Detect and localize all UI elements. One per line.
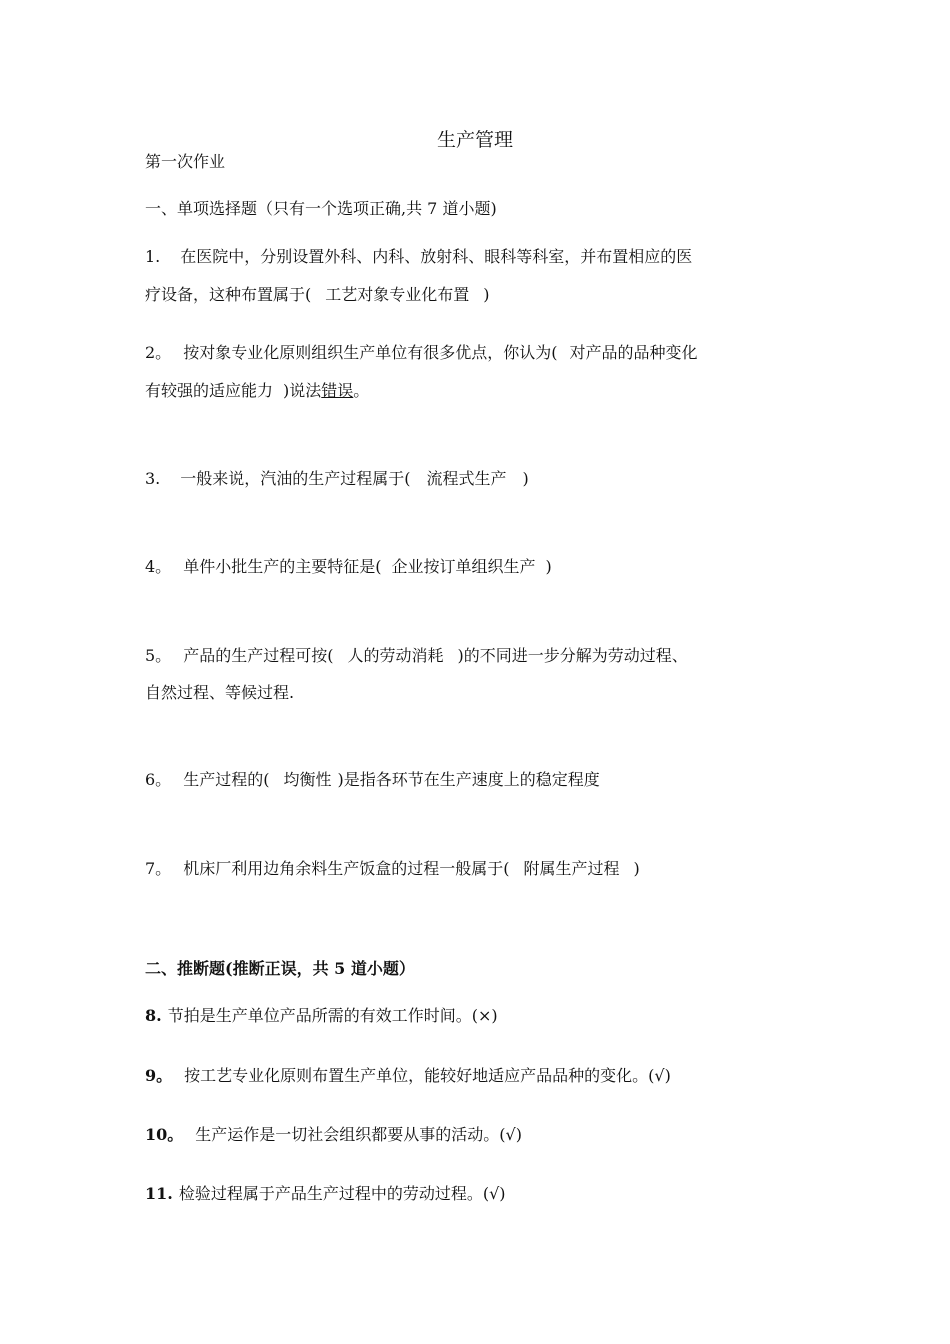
question-1-number: 1. <box>145 247 161 266</box>
assignment-label: 第一次作业 <box>145 152 226 171</box>
question-5-answer: 人的劳动消耗 <box>347 646 444 665</box>
question-8: 8. 节拍是生产单位产品所需的有效工作时间。(×) <box>145 1006 498 1025</box>
question-5-number: 5。 <box>145 646 172 665</box>
question-3-number: 3. <box>145 469 161 488</box>
section-2-heading: 二、推断题(推断正误，共 5 道小题） <box>145 959 415 978</box>
error-word: 错误 <box>321 381 354 400</box>
question-6: 6。 生产过程的( 均衡性 )是指各环节在生产速度上的稳定程度 <box>145 770 600 789</box>
question-2-answer: 对产品的品种变化 <box>569 343 698 362</box>
question-1-line-2: 疗设备，这种布置属于( 工艺对象专业化布置 ) <box>145 285 490 304</box>
section-1-heading: 一、单项选择题（只有一个选项正确,共 7 道小题) <box>145 199 497 218</box>
question-9: 9。 按工艺专业化原则布置生产单位，能较好地适应产品品种的变化。(√) <box>145 1066 671 1085</box>
question-11: 11. 检验过程属于产品生产过程中的劳动过程。(√) <box>145 1184 506 1203</box>
question-10: 10。 生产运作是一切社会组织都要从事的活动。(√) <box>145 1125 522 1144</box>
question-5-line-1: 5。 产品的生产过程可按( 人的劳动消耗 )的不同进一步分解为劳动过程、 <box>145 646 688 665</box>
question-5-line-2: 自然过程、等候过程. <box>145 683 295 702</box>
question-6-answer: 均衡性 <box>283 770 332 789</box>
question-7-number: 7。 <box>145 859 172 878</box>
question-6-number: 6。 <box>145 770 172 789</box>
question-7: 7。 机床厂利用边角余料生产饭盒的过程一般属于( 附属生产过程 ) <box>145 859 640 878</box>
question-2-line-2: 有较强的适应能力 )说法错误。 <box>145 381 370 400</box>
question-3-answer: 流程式生产 <box>426 469 507 488</box>
question-4-number: 4。 <box>145 557 172 576</box>
question-7-answer: 附属生产过程 <box>523 859 620 878</box>
question-2-line-1: 2。 按对象专业化原则组织生产单位有很多优点，你认为( 对产品的品种变化 <box>145 343 698 362</box>
question-3: 3. 一般来说，汽油的生产过程属于( 流程式生产 ) <box>145 469 529 488</box>
question-1-line-1 <box>145 247 692 267</box>
page-title: 生产管理 <box>436 129 513 151</box>
question-1-text: 在医院中，分别设置外科、内科、放射科、眼科等科室，并布置相应的医 <box>180 247 693 266</box>
question-8-number: 8. <box>145 1006 162 1025</box>
question-9-number: 9。 <box>145 1066 173 1085</box>
question-10-number: 10。 <box>145 1125 184 1144</box>
question-11-number: 11. <box>145 1184 173 1203</box>
question-4: 4。 单件小批生产的主要特征是( 企业按订单组织生产 ) <box>145 557 552 576</box>
question-2-number: 2。 <box>145 343 172 362</box>
question-4-answer: 企业按订单组织生产 <box>391 557 536 576</box>
question-1-answer: 工艺对象专业化布置 <box>325 285 470 304</box>
